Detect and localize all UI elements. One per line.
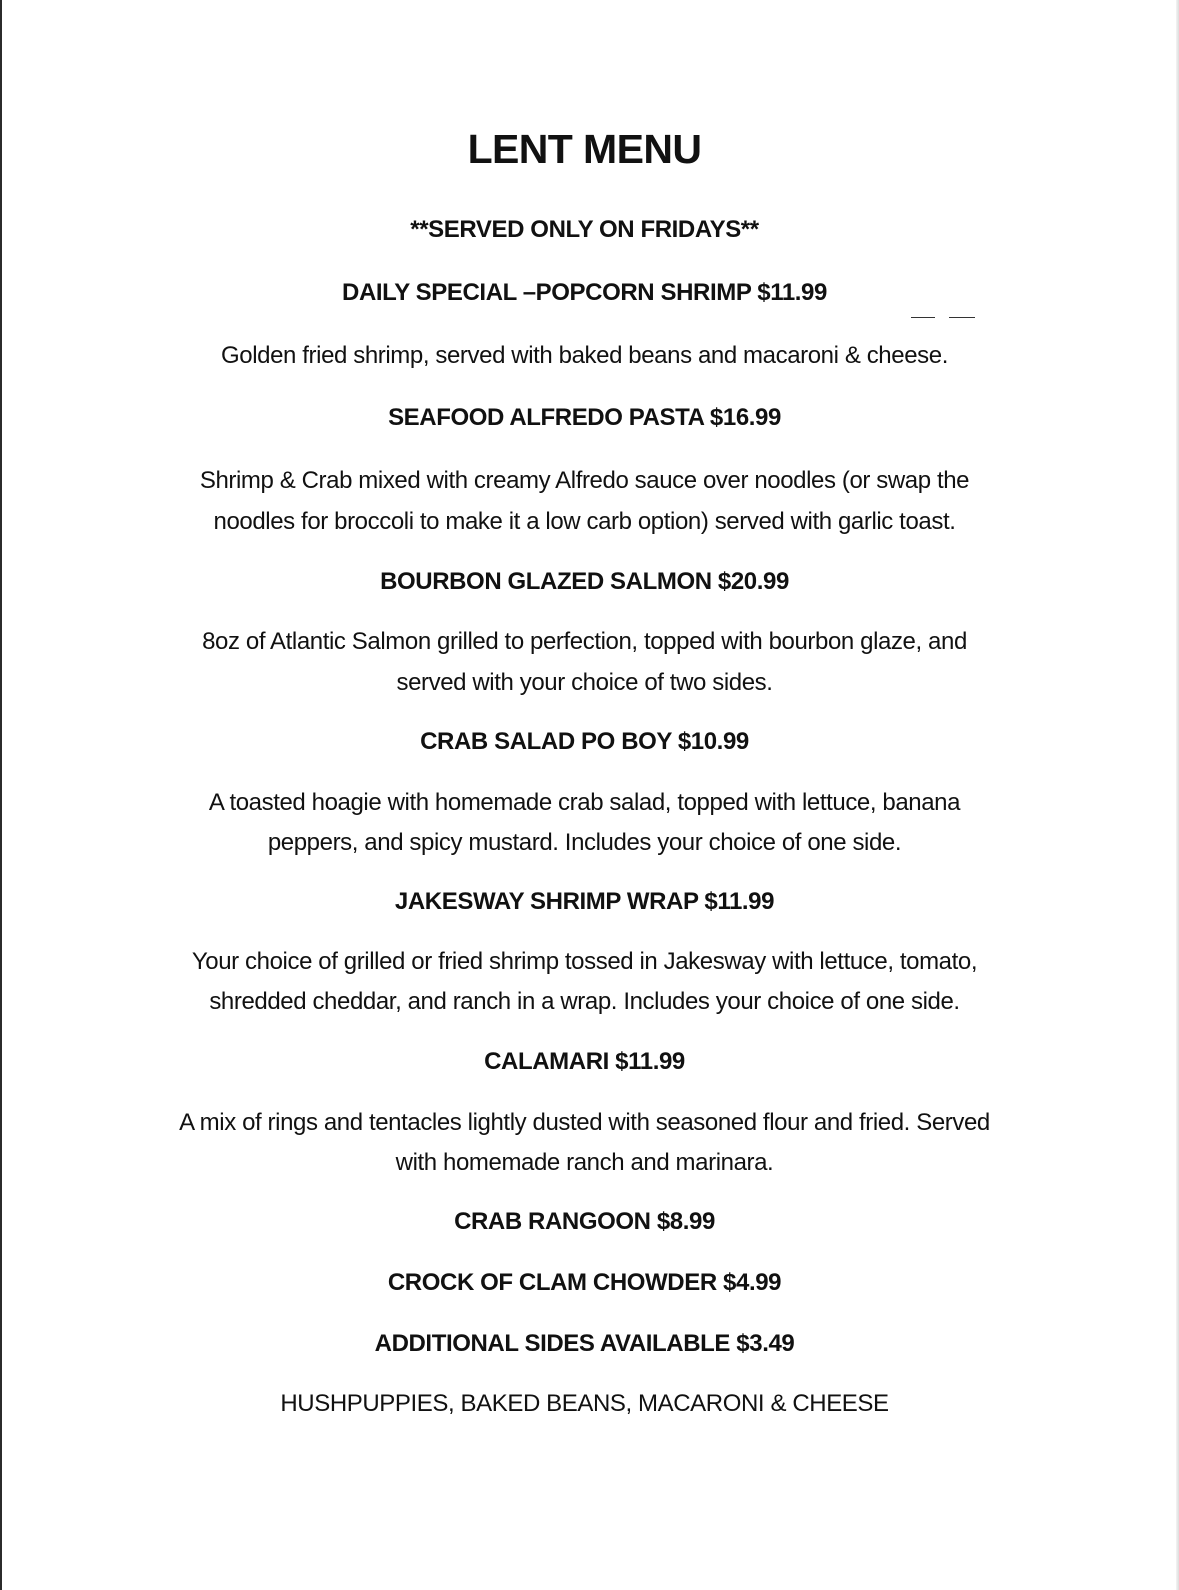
menu-item-description: served with your choice of two sides. <box>396 669 773 696</box>
menu-title: LENT MENU <box>467 126 702 172</box>
menu-item-heading: JAKESWAY SHRIMP WRAP $11.99 <box>394 888 775 915</box>
menu-item-description: shredded cheddar, and ranch in a wrap. Includes your choice of one side. <box>209 988 960 1015</box>
menu-item-description: Shrimp & Crab mixed with creamy Alfredo sauce over noodles (or swap the <box>199 467 970 494</box>
menu-item-heading: CALAMARI $11.99 <box>484 1048 685 1075</box>
menu-item-heading: CRAB SALAD PO BOY $10.99 <box>420 728 749 755</box>
stray-mark <box>911 317 935 318</box>
menu-item-heading: CROCK OF CLAM CHOWDER $4.99 <box>387 1269 782 1296</box>
menu-item-description: 8oz of Atlantic Salmon grilled to perfection, topped with bourbon glaze, and <box>202 628 967 655</box>
menu-item-heading: BOURBON GLAZED SALMON $20.99 <box>380 568 789 595</box>
menu-item-description: Golden fried shrimp, served with baked beans and macaroni & cheese. <box>221 342 948 369</box>
menu-item-heading: CRAB RANGOON $8.99 <box>454 1208 715 1235</box>
stray-mark <box>949 317 975 318</box>
menu-item-description: peppers, and spicy mustard. Includes your choice of one side. <box>267 829 902 856</box>
menu-item-heading: DAILY SPECIAL –POPCORN SHRIMP $11.99 <box>342 279 827 306</box>
menu-item-description: Your choice of grilled or fried shrimp tossed in Jakesway with lettuce, tomato, <box>191 948 978 975</box>
menu-item-description: A mix of rings and tentacles lightly dusted with seasoned flour and fried. Served <box>179 1109 990 1136</box>
menu-subtitle: **SERVED ONLY ON FRIDAYS** <box>410 216 759 243</box>
menu-item-heading: SEAFOOD ALFREDO PASTA $16.99 <box>388 404 781 431</box>
menu-item-description: A toasted hoagie with homemade crab salad, topped with lettuce, banana <box>208 789 961 816</box>
sides-list: HUSHPUPPIES, BAKED BEANS, MACARONI & CHEESE <box>280 1390 889 1417</box>
menu-item-heading: ADDITIONAL SIDES AVAILABLE $3.49 <box>374 1330 795 1357</box>
menu-item-description: noodles for broccoli to make it a low carb option) served with garlic toast. <box>213 508 956 535</box>
menu-item-description: with homemade ranch and marinara. <box>395 1149 774 1176</box>
